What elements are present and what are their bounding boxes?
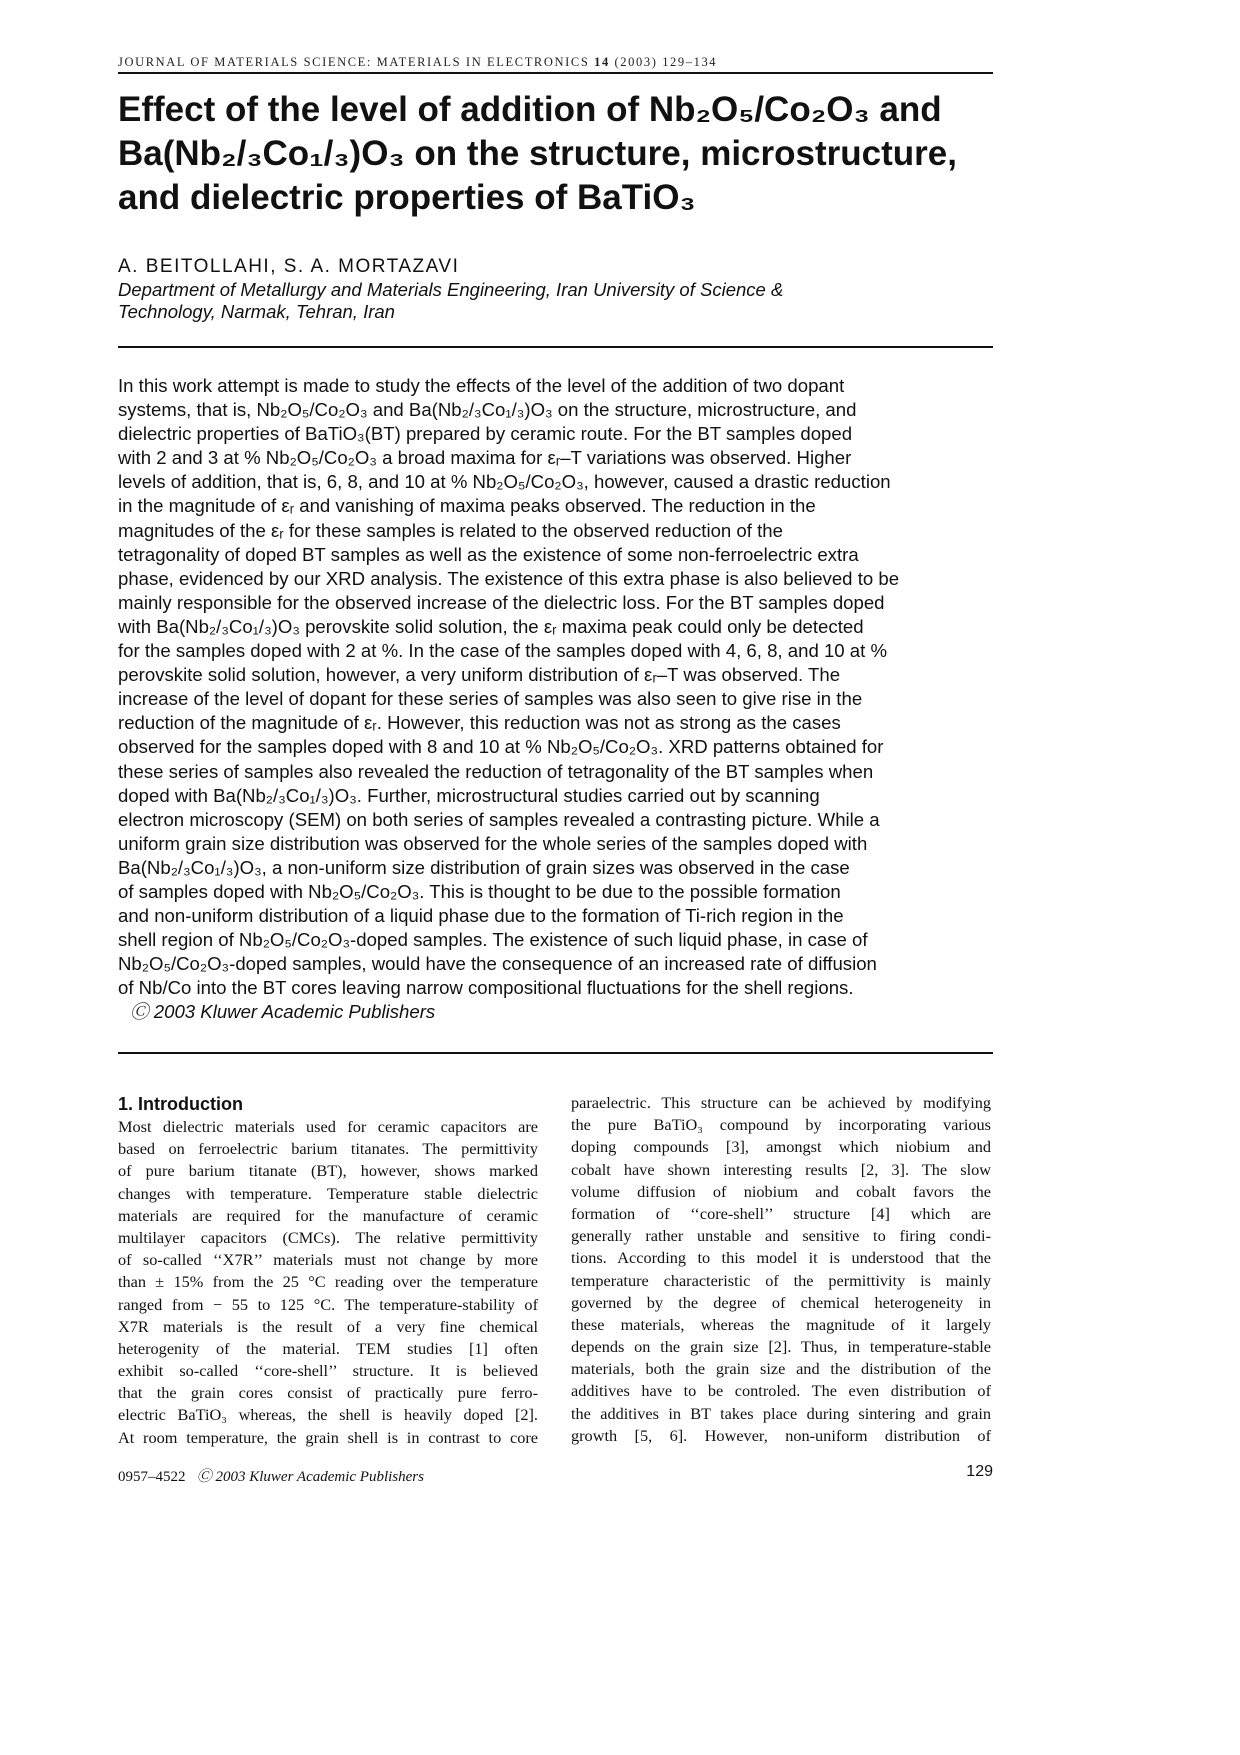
header-rule	[118, 72, 993, 74]
text-line: phase, evidenced by our XRD analysis. The existence of this extra phase is also believed to be	[118, 567, 900, 589]
text-line: of pure barium titanate (BT), however, shows marked	[118, 1161, 538, 1181]
text-line: doped with Ba(Nb₂/₃Co₁/₃)O₃. Further, microstructural studies carried out by scanning	[118, 784, 820, 806]
text-line: materials, both the grain size and the distribution of the	[571, 1359, 991, 1379]
text-line: these materials, whereas the magnitude of it largely	[571, 1314, 991, 1334]
text-line: perovskite solid solution, however, a very uniform distribution of εᵣ–T was observed. The	[118, 664, 841, 686]
text-line: that the grain cores consist of practically pure ferro-	[118, 1383, 538, 1403]
text-line: ranged from − 55 to 125 °C. The temperature-stability of	[118, 1294, 538, 1314]
page-number: 129	[966, 1463, 993, 1480]
left-column	[118, 1092, 538, 1449]
text-line: electron microscopy (SEM) on both series of samples revealed a contrasting picture. While a	[118, 808, 880, 830]
text-line: dielectric properties of BaTiO₃(BT) prepared by ceramic route. For the BT samples doped	[118, 423, 853, 445]
text-line: for the samples doped with 2 at %. In the case of the samples doped with 4, 6, 8, and 10 at %	[118, 640, 888, 662]
authors: A. BEITOLLAHI, S. A. MORTAZAVI	[118, 256, 460, 277]
affiliation-line: Department of Metallurgy and Materials Engineering, Iran University of Science &	[118, 279, 784, 300]
journal-name: JOURNAL OF MATERIALS SCIENCE: MATERIALS IN ELECTRONICS	[118, 55, 590, 69]
text-line: generally rather unstable and sensitive to firing condi-	[571, 1226, 991, 1246]
paper-title	[118, 88, 1018, 220]
text-line: multilayer capacitors (CMCs). The relative permittivity	[118, 1227, 538, 1247]
text-line: Ba(Nb₂/₃Co₁/₃)O₃, a non-uniform size distribution of grain sizes was observed in the case	[118, 856, 850, 878]
text-line: volume diffusion of niobium and cobalt favors the	[571, 1181, 991, 1201]
footer-copyright: Ⓒ 2003 Kluwer Academic Publishers	[196, 1469, 424, 1485]
abstract-bottom-rule	[118, 1052, 993, 1054]
right-column	[571, 1092, 991, 1447]
text-line: At room temperature, the grain shell is in contrast to core	[118, 1427, 538, 1447]
title-line: and dielectric properties of BaTiO₃	[118, 178, 696, 217]
text-line: mainly responsible for the observed increase of the dielectric loss. For the BT samples doped	[118, 591, 885, 613]
text-line: magnitudes of the εᵣ for these samples is related to the observed reduction of the	[118, 519, 783, 541]
text-line: electric BaTiO₃ whereas, the shell is heavily doped [2].	[118, 1405, 538, 1425]
text-line: increase of the level of dopant for these series of samples was also seen to give rise in the	[118, 688, 863, 710]
text-line: levels of addition, that is, 6, 8, and 10 at % Nb₂O₅/Co₂O₃, however, caused a drastic reduction	[118, 471, 891, 493]
issn: 0957–4522	[118, 1469, 186, 1485]
text-line: cobalt have shown interesting results [2, 3]. The slow	[571, 1159, 991, 1179]
text-line: heterogenity of the material. TEM studies [1] often	[118, 1338, 538, 1358]
text-line: governed by the degree of chemical heterogeneity in	[571, 1292, 991, 1312]
text-line: uniform grain size distribution was observed for the whole series of the samples doped with	[118, 832, 868, 854]
text-line: and non-uniform distribution of a liquid phase due to the formation of Ti-rich region in the	[118, 905, 844, 927]
abstract-copyright: Ⓒ 2003 Kluwer Academic Publishers	[130, 1001, 436, 1023]
text-line: tions. According to this model it is understood that the	[571, 1248, 991, 1268]
affiliation-line: Technology, Narmak, Tehran, Iran	[118, 301, 395, 322]
text-line: exhibit so-called ‘‘core-shell’’ structure. It is believed	[118, 1361, 538, 1381]
text-line: paraelectric. This structure can be achieved by modifying	[571, 1093, 991, 1112]
text-line: the additives in BT takes place during sintering and grain	[571, 1403, 991, 1423]
title-line: Ba(Nb₂/₃Co₁/₃)O₃ on the structure, microstructure,	[118, 134, 957, 173]
text-line: with Ba(Nb₂/₃Co₁/₃)O₃ perovskite solid solution, the εᵣ maxima peak could only be detected	[118, 615, 864, 637]
text-line: observed for the samples doped with 8 and 10 at % Nb₂O₅/Co₂O₃. XRD patterns obtained for	[118, 736, 884, 758]
text-line: reduction of the magnitude of εᵣ. However, this reduction was not as strong as the cases	[118, 712, 841, 734]
text-line: with 2 and 3 at % Nb₂O₅/Co₂O₃ a broad maxima for εᵣ–T variations was observed. Higher	[118, 447, 852, 469]
text-line: depends on the grain size [2]. Thus, in temperature-stable	[571, 1337, 991, 1357]
text-line: Most dielectric materials used for ceramic capacitors are	[118, 1117, 538, 1136]
title-line: Effect of the level of addition of Nb₂O₅/Co₂O₃ and	[118, 90, 942, 129]
text-line: temperature characteristic of the permittivity is mainly	[571, 1270, 991, 1290]
text-line: shell region of Nb₂O₅/Co₂O₃-doped samples. The existence of such liquid phase, in case of	[118, 929, 868, 951]
text-line: of Nb/Co into the BT cores leaving narrow compositional fluctuations for the shell regions.	[118, 977, 854, 999]
text-line: growth [5, 6]. However, non-uniform distribution of	[571, 1425, 991, 1445]
journal-year-pages: (2003) 129–134	[614, 55, 718, 69]
section-heading: 1. Introduction	[118, 1094, 243, 1114]
text-line: of so-called ‘‘X7R’’ materials must not change by more	[118, 1250, 538, 1270]
text-line: additives have to be controled. The even distribution of	[571, 1381, 991, 1401]
text-line: changes with temperature. Temperature stable dielectric	[118, 1183, 538, 1203]
text-line: systems, that is, Nb₂O₅/Co₂O₃ and Ba(Nb₂/₃Co₁/₃)O₃ on the structure, microstructure, and	[118, 399, 857, 421]
text-line: X7R materials is the result of a very fine chemical	[118, 1316, 538, 1336]
text-line: materials are required for the manufacture of ceramic	[118, 1205, 538, 1225]
abstract	[118, 374, 998, 1025]
text-line: Nb₂O₅/Co₂O₃-doped samples, would have the consequence of an increased rate of diffusion	[118, 953, 877, 975]
text-line: of samples doped with Nb₂O₅/Co₂O₃. This is thought to be due to the possible formation	[118, 880, 841, 902]
text-line: in the magnitude of εᵣ and vanishing of maxima peaks observed. The reduction in the	[118, 495, 816, 517]
text-line: tetragonality of doped BT samples as well as the existence of some non-ferroelectric extra	[118, 543, 859, 565]
text-line: these series of samples also revealed the reduction of tetragonality of the BT samples when	[118, 760, 874, 782]
text-line: doping compounds [3], amongst which niobium and	[571, 1137, 991, 1157]
text-line: formation of ‘‘core-shell’’ structure [4] which are	[571, 1203, 991, 1223]
abstract-top-rule	[118, 346, 993, 348]
text-line: than ± 15% from the 25 °C reading over the temperature	[118, 1272, 538, 1292]
text-line: the pure BaTiO₃ compound by incorporating various	[571, 1115, 991, 1135]
journal-header	[118, 55, 993, 70]
text-line: based on ferroelectric barium titanates. The permittivity	[118, 1139, 538, 1159]
text-line: In this work attempt is made to study the effects of the level of the addition of two dopant	[118, 375, 845, 396]
footer-left	[118, 1465, 424, 1486]
journal-volume: 14	[594, 55, 610, 69]
affiliation	[118, 279, 783, 323]
